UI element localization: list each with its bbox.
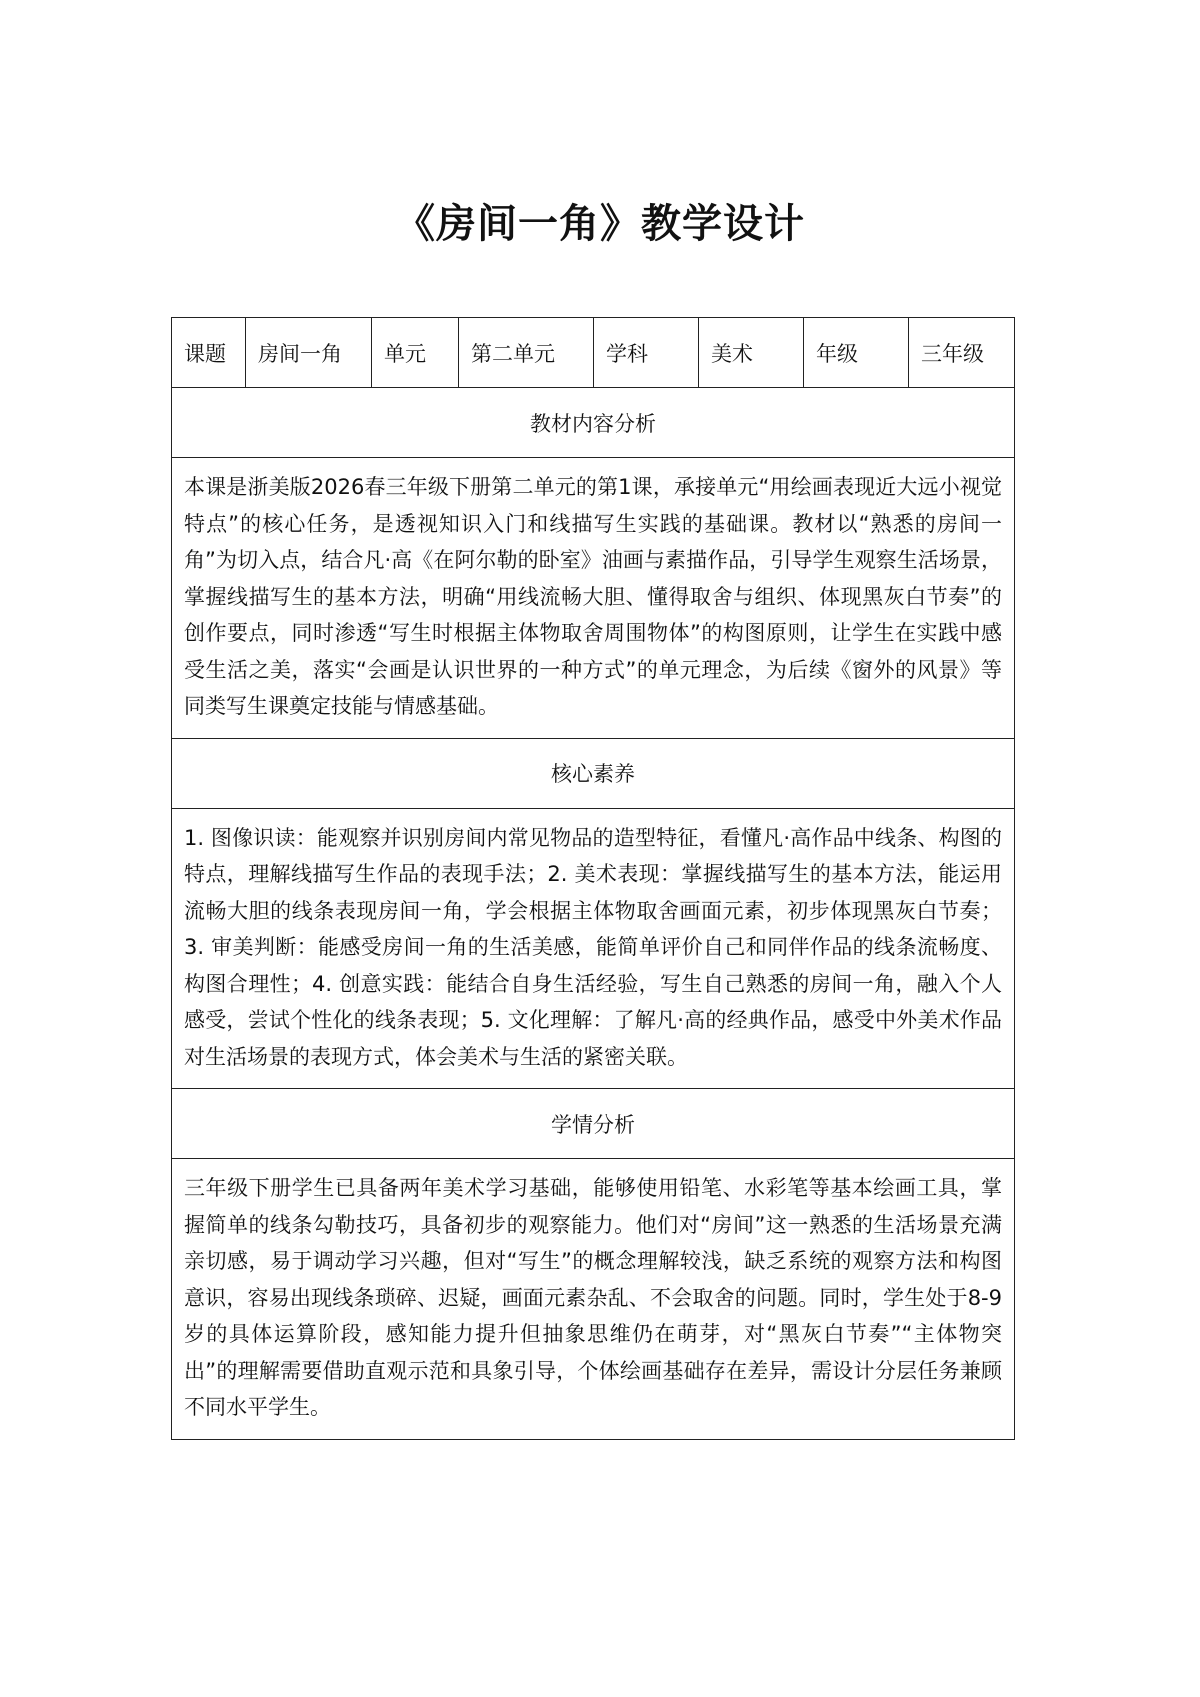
unit-value: 第二单元 bbox=[459, 318, 594, 388]
section-body-row bbox=[172, 1159, 1015, 1440]
section-heading-row bbox=[172, 738, 1015, 808]
student-analysis-body: 三年级下册学生已具备两年美术学习基础，能够使用铅笔、水彩笔等基本绘画工具，掌握简单的线条勾勒技巧，具备初步的观察能力。他们对“房间”这一熟悉的生活场景充满亲切感，易于调动学习兴趣，但对“写生”的概念理解较浅，缺乏系统的观察方法和构图意识，容易出现线条琐碎、迟疑，画面元素杂乱、不会取舍的问题。同时，学生处于8-9岁的具体运算阶段，感知能力提升但抽象思维仍在萌芽，对“黑灰白节奏”“主体物突出”的理解需要借助直观示范和具象引导，个体绘画基础存在差异，需设计分层任务兼顾不同水平学生。 bbox=[172, 1159, 1015, 1440]
textbook-analysis-body: 本课是浙美版2026春三年级下册第二单元的第1课，承接单元“用绘画表现近大远小视觉特点”的核心任务，是透视知识入门和线描写生实践的基础课。教材以“熟悉的房间一角”为切入点，结合凡·高《在阿尔勒的卧室》油画与素描作品，引导学生观察生活场景，掌握线描写生的基本方法，明确“用线流畅大胆、懂得取舍与组织、体现黑灰白节奏”的创作要点，同时渗透“写生时根据主体物取舍周围物体”的构图原则，让学生在实践中感受生活之美，落实“会画是认识世界的一种方式”的单元理念，为后续《窗外的风景》等同类写生课奠定技能与情感基础。 bbox=[172, 458, 1015, 739]
topic-label: 课题 bbox=[172, 318, 246, 388]
student-analysis-heading: 学情分析 bbox=[172, 1089, 1015, 1159]
document-title: 《房间一角》教学设计 bbox=[395, 201, 805, 247]
lesson-plan-table bbox=[171, 317, 1015, 1440]
section-body-row bbox=[172, 808, 1015, 1089]
meta-row bbox=[172, 318, 1015, 388]
subject-value: 美术 bbox=[699, 318, 804, 388]
core-literacy-heading: 核心素养 bbox=[172, 738, 1015, 808]
grade-label: 年级 bbox=[804, 318, 909, 388]
textbook-analysis-heading: 教材内容分析 bbox=[172, 388, 1015, 458]
core-literacy-body: 1. 图像识读：能观察并识别房间内常见物品的造型特征，看懂凡·高作品中线条、构图的特点，理解线描写生作品的表现手法；2. 美术表现：掌握线描写生的基本方法，能运用流畅大胆的线条表现房间一角，学会根据主体物取舍画面元素，初步体现黑灰白节奏；3. 审美判断：能感受房间一角的生活美感，能简单评价自己和同伴作品的线条流畅度、构图合理性；4. 创意实践：能结合自身生活经验，写生自己熟悉的房间一角，融入个人感受，尝试个性化的线条表现；5. 文化理解：了解凡·高的经典作品，感受中外美术作品对生活场景的表现方式，体会美术与生活的紧密关联。 bbox=[172, 808, 1015, 1089]
subject-label: 学科 bbox=[594, 318, 699, 388]
grade-value: 三年级 bbox=[909, 318, 1015, 388]
unit-label: 单元 bbox=[372, 318, 459, 388]
section-heading-row bbox=[172, 388, 1015, 458]
section-body-row bbox=[172, 458, 1015, 739]
topic-value: 房间一角 bbox=[246, 318, 372, 388]
section-heading-row bbox=[172, 1089, 1015, 1159]
